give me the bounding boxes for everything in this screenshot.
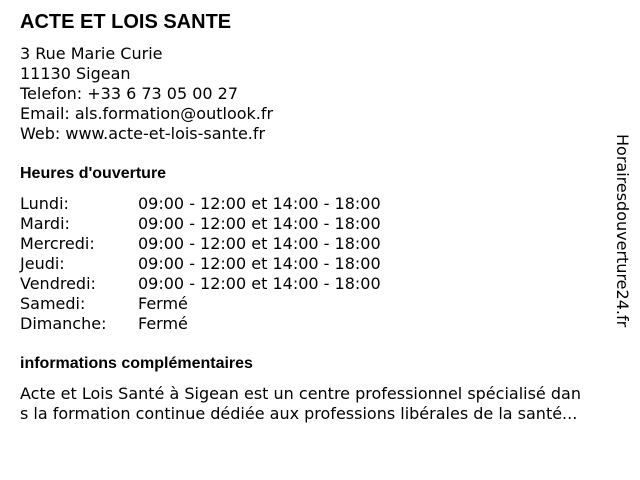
day-label: Mercredi:: [20, 234, 95, 253]
time-value: Fermé: [138, 294, 188, 313]
info-line: Acte et Lois Santé à Sigean est un centre professionnel spécialisé dan: [20, 384, 581, 403]
day-label: Dimanche:: [20, 314, 107, 333]
time-value: Fermé: [138, 314, 188, 333]
hours-row-monday: [20, 194, 381, 214]
info-line: s la formation continue dédiée aux professions libérales de la santé...: [20, 404, 578, 423]
day-label: Samedi:: [20, 294, 86, 313]
time-value: 09:00 - 12:00 et 14:00 - 18:00: [138, 254, 381, 273]
day-label: Lundi:: [20, 194, 69, 213]
business-name: ACTE ET LOIS SANTE: [20, 11, 232, 33]
opening-hours-table: [20, 194, 381, 334]
info-title: informations complémentaires: [20, 355, 253, 372]
hours-title: Heures d'ouverture: [20, 165, 167, 182]
address-city: 11130 Sigean: [20, 64, 131, 83]
address-street: 3 Rue Marie Curie: [20, 44, 163, 63]
day-label: Jeudi:: [20, 254, 65, 273]
day-label: Vendredi:: [20, 274, 96, 293]
side-brand-watermark: Horairesdouverture24.fr: [613, 134, 632, 328]
hours-row-wednesday: [20, 234, 381, 254]
contact-block: [20, 44, 273, 144]
hours-row-tuesday: [20, 214, 381, 234]
day-label: Mardi:: [20, 214, 70, 233]
time-value: 09:00 - 12:00 et 14:00 - 18:00: [138, 214, 381, 233]
time-value: 09:00 - 12:00 et 14:00 - 18:00: [138, 274, 381, 293]
hours-row-thursday: [20, 254, 381, 274]
time-value: 09:00 - 12:00 et 14:00 - 18:00: [138, 234, 381, 253]
hours-row-friday: [20, 274, 381, 294]
time-value: 09:00 - 12:00 et 14:00 - 18:00: [138, 194, 381, 213]
info-text: [20, 384, 625, 424]
hours-row-saturday: [20, 294, 381, 314]
website: Web: www.acte-et-lois-sante.fr: [20, 124, 266, 143]
hours-row-sunday: [20, 314, 381, 334]
phone-number: Telefon: +33 6 73 05 00 27: [20, 84, 239, 103]
email-address: Email: als.formation@outlook.fr: [20, 104, 274, 123]
